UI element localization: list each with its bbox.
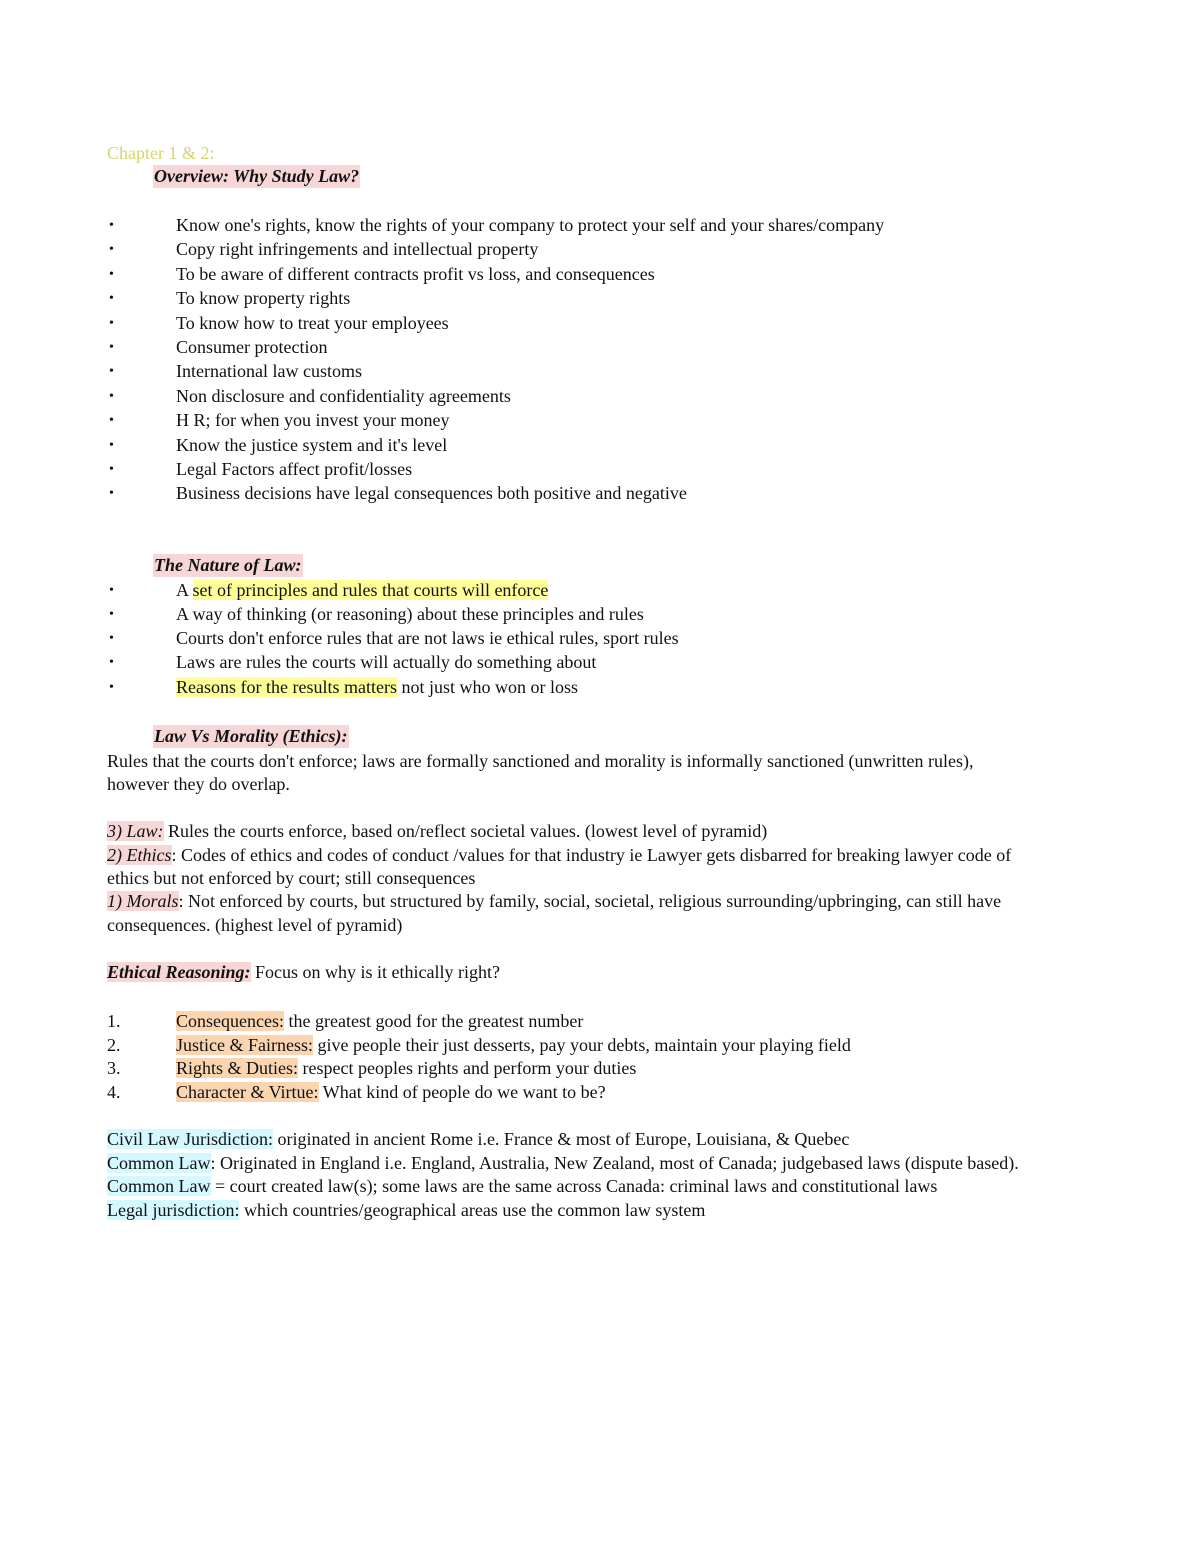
item-description: respect peoples rights and perform your duties xyxy=(298,1058,637,1078)
item-rest: not just who won or loss xyxy=(396,677,578,697)
legal-jurisdiction-text: which countries/geographical areas use the common law system xyxy=(239,1200,706,1220)
highlight-text: set of principles and rules that courts will enforce xyxy=(192,580,549,600)
list-item-text: Know one's rights, know the rights of your company to protect your self and your shares/company xyxy=(176,215,885,235)
law-text: Rules the courts enforce, based on/reflect societal values. (lowest level of pyramid) xyxy=(163,821,768,841)
ethics-text: : Codes of ethics and codes of conduct /values for that industry ie Lawyer gets disbarred for breaking lawyer code of xyxy=(171,845,1012,865)
legal-jurisdiction-label: Legal jurisdiction: xyxy=(107,1200,240,1220)
list-item-text: Laws are rules the courts will actually do something about xyxy=(176,652,597,672)
item-number: 2. xyxy=(107,1035,121,1055)
morality-heading: Law Vs Morality (Ethics): xyxy=(154,726,348,746)
list-item-text: Consumer protection xyxy=(176,337,328,357)
bullet-icon: • xyxy=(109,291,114,306)
item-description: What kind of people do we want to be? xyxy=(318,1082,606,1102)
item-term: Rights & Duties: xyxy=(176,1058,299,1078)
bullet-icon: • xyxy=(109,462,114,477)
law-definition xyxy=(107,820,767,843)
civil-law-label: Civil Law Jurisdiction: xyxy=(107,1129,273,1149)
civil-law-line xyxy=(107,1128,849,1151)
overview-heading: Overview: Why Study Law? xyxy=(154,166,360,186)
legal-jurisdiction-line xyxy=(107,1199,705,1222)
list-item-text: To know property rights xyxy=(176,288,351,308)
bullet-icon: • xyxy=(109,389,114,404)
bullet-icon: • xyxy=(109,607,114,622)
morals-label: 1) Morals xyxy=(107,891,179,911)
list-item-text: H R; for when you invest your money xyxy=(176,410,450,430)
morals-definition xyxy=(107,890,1001,913)
item-term: Character & Virtue: xyxy=(176,1082,319,1102)
ethics-definition-cont: ethics but not enforced by court; still consequences xyxy=(107,868,476,888)
common-law-label: Common Law xyxy=(107,1153,211,1173)
list-item-text: Copy right infringements and intellectual property xyxy=(176,239,539,259)
bullet-icon: • xyxy=(109,316,114,331)
ethical-reasoning-label: Ethical Reasoning: xyxy=(107,962,251,982)
ethical-reasoning-text: Focus on why is it ethically right? xyxy=(250,962,500,982)
common-law-text-2: = court created law(s); some laws are the same across Canada: criminal laws and constitutional laws xyxy=(210,1176,938,1196)
list-item-text: A way of thinking (or reasoning) about these principles and rules xyxy=(176,604,644,624)
list-item-text: Know the justice system and it's level xyxy=(176,435,448,455)
item-term: Justice & Fairness: xyxy=(176,1035,313,1055)
common-law-line-2 xyxy=(107,1175,937,1198)
bullet-icon: • xyxy=(109,438,114,453)
item-number: 1. xyxy=(107,1011,121,1031)
morals-text: : Not enforced by courts, but structured by family, social, societal, religious surrounding/upbringing, can still have xyxy=(178,891,1002,911)
morals-definition-cont: consequences. (highest level of pyramid) xyxy=(107,915,403,935)
morality-text-line2: however they do overlap. xyxy=(107,774,290,794)
civil-law-text: originated in ancient Rome i.e. France & most of Europe, Louisiana, & Quebec xyxy=(273,1129,850,1149)
item-number: 3. xyxy=(107,1058,121,1078)
list-item-text: To be aware of different contracts profit vs loss, and consequences xyxy=(176,264,655,284)
list-item-text: Legal Factors affect profit/losses xyxy=(176,459,413,479)
list-item-text: Business decisions have legal consequences both positive and negative xyxy=(176,483,687,503)
list-item-text: Non disclosure and confidentiality agreements xyxy=(176,386,511,406)
bullet-icon: • xyxy=(109,631,114,646)
bullet-icon: • xyxy=(109,242,114,257)
bullet-icon: • xyxy=(109,340,114,355)
bullet-icon: • xyxy=(109,680,114,695)
item-description: give people their just desserts, pay your debts, maintain your playing field xyxy=(313,1035,851,1055)
bullet-icon: • xyxy=(109,364,114,379)
bullet-icon: • xyxy=(109,583,114,598)
list-item-text: Courts don't enforce rules that are not laws ie ethical rules, sport rules xyxy=(176,628,679,648)
item-prefix: A xyxy=(176,580,193,600)
morality-text-line1: Rules that the courts don't enforce; laws are formally sanctioned and morality is informally sanctioned (unwritten rules), xyxy=(107,751,974,771)
common-law-text: : Originated in England i.e. England, Australia, New Zealand, most of Canada; judgebased laws (dispute based). xyxy=(210,1153,1019,1173)
item-description: the greatest good for the greatest number xyxy=(283,1011,584,1031)
bullet-icon: • xyxy=(109,413,114,428)
list-item-text: International law customs xyxy=(176,361,362,381)
bullet-icon: • xyxy=(109,267,114,282)
bullet-icon: • xyxy=(109,486,114,501)
ethics-definition xyxy=(107,844,1011,867)
ethical-reasoning xyxy=(107,961,500,984)
nature-heading: The Nature of Law: xyxy=(154,555,302,575)
common-law-line xyxy=(107,1152,1019,1175)
bullet-icon: • xyxy=(109,655,114,670)
list-item-text: To know how to treat your employees xyxy=(176,313,449,333)
common-law-label-2: Common Law xyxy=(107,1176,211,1196)
item-number: 4. xyxy=(107,1082,121,1102)
highlight-text: Reasons for the results matters xyxy=(176,677,397,697)
bullet-icon: • xyxy=(109,218,114,233)
chapter-title: Chapter 1 & 2: xyxy=(107,143,215,163)
law-label: 3) Law: xyxy=(107,821,164,841)
ethics-label: 2) Ethics xyxy=(107,845,172,865)
item-term: Consequences: xyxy=(176,1011,284,1031)
